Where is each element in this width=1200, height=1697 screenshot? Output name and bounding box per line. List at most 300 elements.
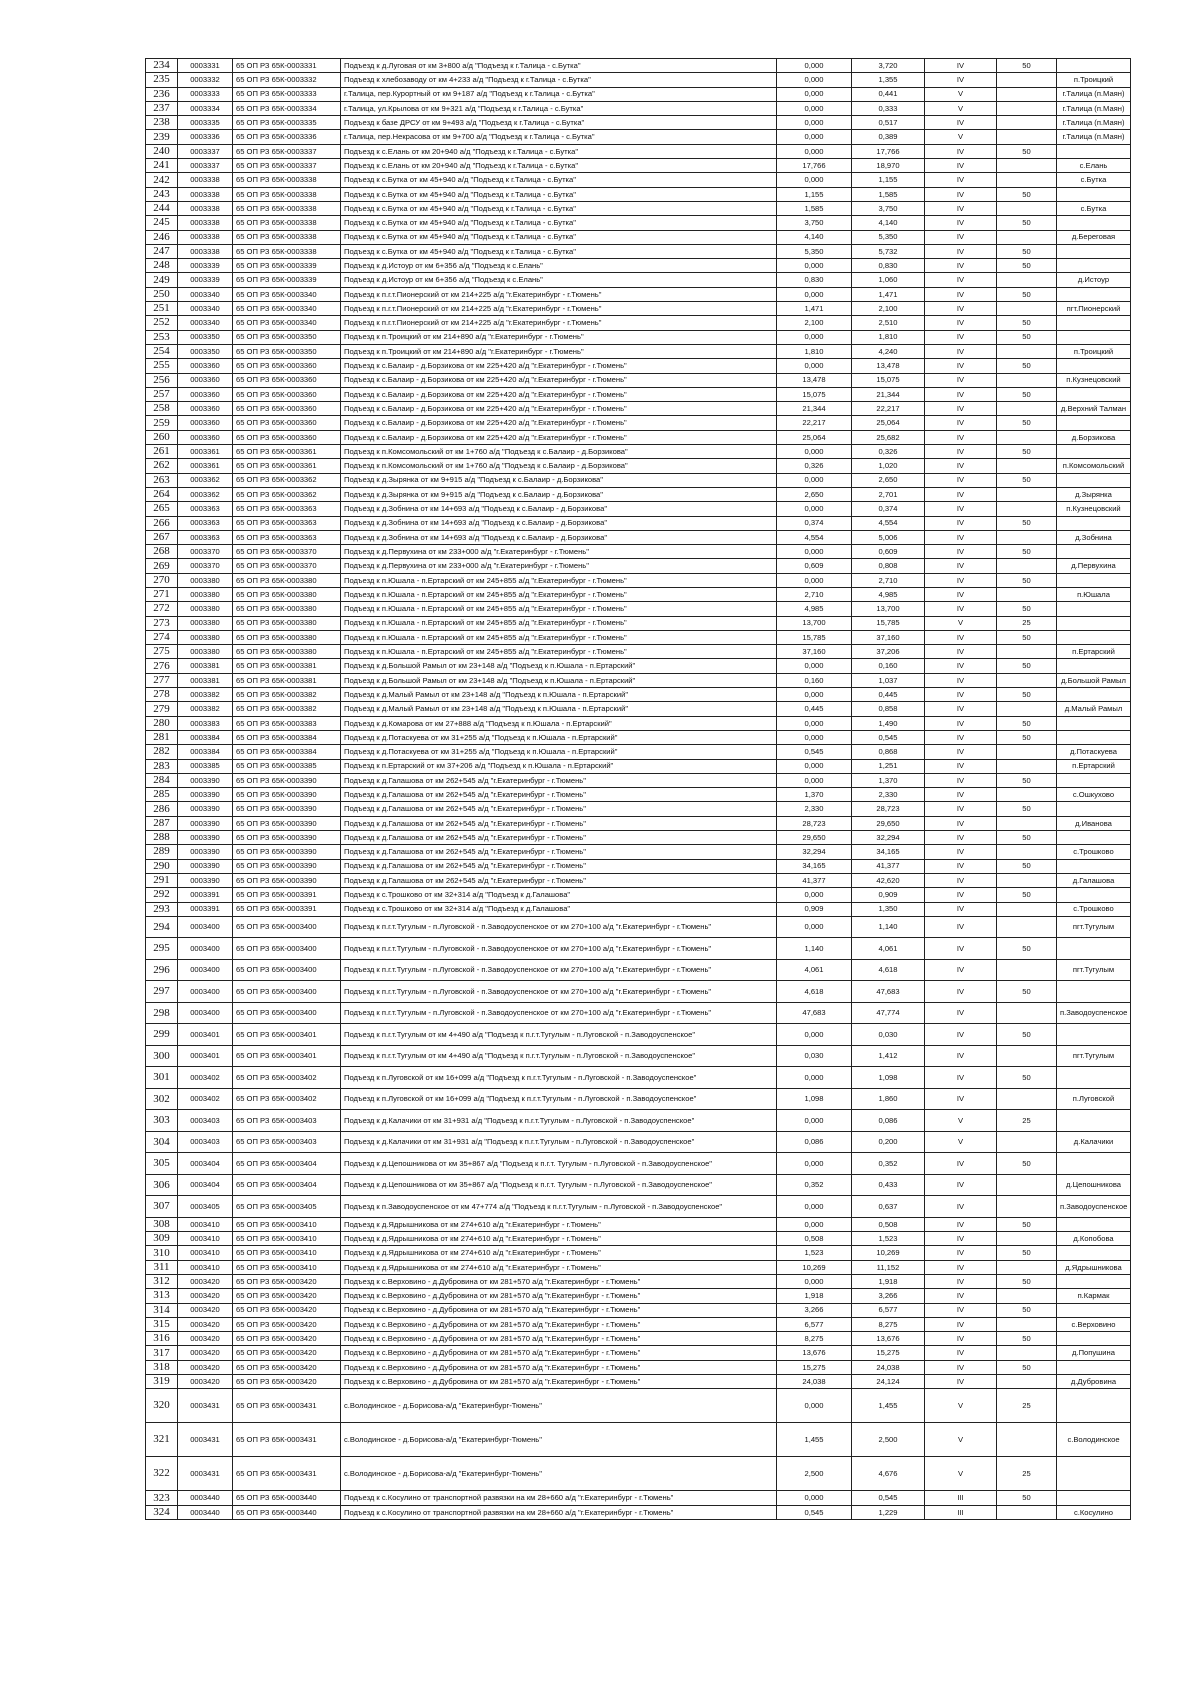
cell-settlement: с.Володинское <box>1057 1423 1131 1457</box>
cell-category: IV <box>925 1346 997 1360</box>
cell-speed-limit <box>997 130 1057 144</box>
cell-settlement: с.Елань <box>1057 159 1131 173</box>
cell-settlement <box>1057 716 1131 730</box>
cell-settlement: п.Комсомольский <box>1057 459 1131 473</box>
cell-road-code: 0003420 <box>178 1346 233 1360</box>
cell-road-name: Подъезд к с.Трошково от км 32+314 а/д "Подъезд к д.Галашова" <box>341 888 777 902</box>
table-row <box>146 788 1131 802</box>
cell-start-km: 0,000 <box>777 73 852 87</box>
cell-category: IV <box>925 173 997 187</box>
table-row <box>146 201 1131 215</box>
cell-category: IV <box>925 487 997 501</box>
cell-road-id: 65 ОП РЗ 65К-0003390 <box>233 845 341 859</box>
cell-road-code: 0003381 <box>178 673 233 687</box>
cell-start-km: 3,750 <box>777 216 852 230</box>
cell-road-name: Подъезд к п.Юшала - п.Ертарский от км 245+855 а/д "г.Екатеринбург - г.Тюмень" <box>341 645 777 659</box>
cell-speed-limit: 50 <box>997 831 1057 845</box>
cell-start-km: 2,330 <box>777 802 852 816</box>
cell-road-code: 0003380 <box>178 630 233 644</box>
cell-row-number: 253 <box>146 330 178 344</box>
cell-road-code: 0003382 <box>178 688 233 702</box>
cell-road-code: 0003340 <box>178 287 233 301</box>
cell-speed-limit: 50 <box>997 1067 1057 1089</box>
cell-category: IV <box>925 1153 997 1175</box>
cell-road-name: Подъезд к д.Цепошникова от км 35+867 а/д "Подъезд к п.г.т. Тугулым - п.Луговской - п.Заводоуспенское" <box>341 1153 777 1175</box>
cell-settlement <box>1057 516 1131 530</box>
cell-road-id: 65 ОП РЗ 65К-0003338 <box>233 230 341 244</box>
cell-speed-limit <box>997 87 1057 101</box>
cell-road-name: Подъезд к с.Верховино - д.Дубровина от км 281+570 а/д "г.Екатеринбург - г.Тюмень" <box>341 1289 777 1303</box>
cell-row-number: 276 <box>146 659 178 673</box>
table-row <box>146 981 1131 1003</box>
cell-road-code: 0003360 <box>178 416 233 430</box>
cell-start-km: 34,165 <box>777 859 852 873</box>
cell-road-name: Подъезд к д.Первухина от км 233+000 а/д "г.Екатеринбург - г.Тюмень" <box>341 545 777 559</box>
table-row <box>146 59 1131 73</box>
cell-settlement <box>1057 1457 1131 1491</box>
cell-start-km: 37,160 <box>777 645 852 659</box>
cell-road-name: Подъезд к д.Галашова от км 262+545 а/д "г.Екатеринбург - г.Тюмень" <box>341 816 777 830</box>
cell-end-km: 0,326 <box>852 445 925 459</box>
cell-road-code: 0003340 <box>178 302 233 316</box>
cell-road-name: с.Володинское - д.Борисова-а/д "Екатеринбург-Тюмень" <box>341 1457 777 1491</box>
cell-settlement: пгт.Тугулым <box>1057 959 1131 981</box>
cell-settlement <box>1057 1110 1131 1132</box>
cell-speed-limit <box>997 1002 1057 1024</box>
cell-road-id: 65 ОП РЗ 65К-0003340 <box>233 287 341 301</box>
cell-row-number: 260 <box>146 430 178 444</box>
cell-category: V <box>925 101 997 115</box>
cell-start-km: 0,609 <box>777 559 852 573</box>
cell-start-km: 0,000 <box>777 888 852 902</box>
cell-road-name: Подъезд к д.Истоур от км 6+356 а/д "Подъезд к с.Елань" <box>341 259 777 273</box>
cell-end-km: 0,609 <box>852 545 925 559</box>
table-row <box>146 230 1131 244</box>
cell-speed-limit: 25 <box>997 1110 1057 1132</box>
cell-end-km: 3,266 <box>852 1289 925 1303</box>
table-row <box>146 459 1131 473</box>
cell-settlement: с.Ошкухово <box>1057 788 1131 802</box>
cell-row-number: 248 <box>146 259 178 273</box>
cell-category: IV <box>925 773 997 787</box>
cell-road-id: 65 ОП РЗ 65К-0003385 <box>233 759 341 773</box>
cell-settlement <box>1057 1024 1131 1046</box>
cell-settlement <box>1057 330 1131 344</box>
cell-road-id: 65 ОП РЗ 65К-0003362 <box>233 473 341 487</box>
cell-speed-limit <box>997 116 1057 130</box>
cell-settlement: п.Кармак <box>1057 1289 1131 1303</box>
cell-row-number: 234 <box>146 59 178 73</box>
cell-road-code: 0003361 <box>178 459 233 473</box>
cell-road-code: 0003390 <box>178 845 233 859</box>
cell-end-km: 1,060 <box>852 273 925 287</box>
cell-end-km: 1,355 <box>852 73 925 87</box>
cell-road-id: 65 ОП РЗ 65К-0003339 <box>233 259 341 273</box>
cell-row-number: 292 <box>146 888 178 902</box>
cell-settlement <box>1057 773 1131 787</box>
cell-start-km: 0,000 <box>777 259 852 273</box>
cell-road-name: Подъезд к с.Бутка от км 45+940 а/д "Подъезд к г.Талица - с.Бутка" <box>341 244 777 258</box>
cell-row-number: 277 <box>146 673 178 687</box>
cell-settlement <box>1057 545 1131 559</box>
table-row <box>146 473 1131 487</box>
cell-settlement: п.Ертарский <box>1057 645 1131 659</box>
table-row <box>146 802 1131 816</box>
cell-road-id: 65 ОП РЗ 65К-0003420 <box>233 1275 341 1289</box>
cell-road-name: Подъезд к п.г.т.Тугулым - п.Луговской - п.Заводоуспенское от км 270+100 а/д "г.Екатеринбург - г.Тюмень" <box>341 981 777 1003</box>
cell-road-code: 0003410 <box>178 1217 233 1231</box>
cell-end-km: 4,240 <box>852 344 925 358</box>
cell-road-code: 0003440 <box>178 1505 233 1519</box>
cell-category: V <box>925 1131 997 1153</box>
table-row <box>146 373 1131 387</box>
cell-speed-limit <box>997 1088 1057 1110</box>
cell-start-km: 0,000 <box>777 716 852 730</box>
cell-road-id: 65 ОП РЗ 65К-0003384 <box>233 730 341 744</box>
cell-start-km: 15,785 <box>777 630 852 644</box>
cell-speed-limit: 50 <box>997 287 1057 301</box>
cell-road-name: Подъезд к с.Верховино - д.Дубровина от км 281+570 а/д "г.Екатеринбург - г.Тюмень" <box>341 1346 777 1360</box>
table-row <box>146 1505 1131 1519</box>
cell-road-name: Подъезд к с.Балаир - д.Борзикова от км 225+420 а/д "г.Екатеринбург - г.Тюмень" <box>341 359 777 373</box>
cell-settlement: п.Троицкий <box>1057 344 1131 358</box>
cell-end-km: 5,350 <box>852 230 925 244</box>
cell-row-number: 296 <box>146 959 178 981</box>
cell-road-code: 0003360 <box>178 387 233 401</box>
cell-road-code: 0003404 <box>178 1174 233 1196</box>
table-row <box>146 173 1131 187</box>
table-row <box>146 1332 1131 1346</box>
cell-settlement: д.Малый Рамыл <box>1057 702 1131 716</box>
table-row <box>146 1131 1131 1153</box>
cell-end-km: 0,374 <box>852 502 925 516</box>
cell-road-name: Подъезд к д.Малый Рамыл от км 23+148 а/д "Подъезд к п.Юшала - п.Ертарский" <box>341 702 777 716</box>
cell-road-code: 0003431 <box>178 1457 233 1491</box>
cell-settlement <box>1057 888 1131 902</box>
cell-road-code: 0003390 <box>178 831 233 845</box>
cell-settlement: г.Талица (п.Маян) <box>1057 116 1131 130</box>
cell-settlement <box>1057 1360 1131 1374</box>
cell-start-km: 0,445 <box>777 702 852 716</box>
cell-road-id: 65 ОП РЗ 65К-0003390 <box>233 802 341 816</box>
cell-road-code: 0003338 <box>178 201 233 215</box>
cell-speed-limit <box>997 959 1057 981</box>
cell-start-km: 32,294 <box>777 845 852 859</box>
table-row <box>146 1232 1131 1246</box>
cell-road-name: Подъезд к п.Ертарский от км 37+206 а/д "Подъезд к п.Юшала - п.Ертарский" <box>341 759 777 773</box>
cell-category: IV <box>925 230 997 244</box>
cell-end-km: 5,732 <box>852 244 925 258</box>
cell-settlement: с.Бутка <box>1057 173 1131 187</box>
cell-end-km: 42,620 <box>852 873 925 887</box>
cell-row-number: 307 <box>146 1196 178 1218</box>
cell-end-km: 25,064 <box>852 416 925 430</box>
cell-end-km: 24,124 <box>852 1375 925 1389</box>
cell-road-name: Подъезд к д.Зырянка от км 9+915 а/д "Подъезд к с.Балаир - д.Борзикова" <box>341 473 777 487</box>
cell-road-code: 0003420 <box>178 1375 233 1389</box>
cell-road-name: Подъезд к п.г.т.Тугулым от км 4+490 а/д "Подъезд к п.г.т.Тугулым - п.Луговской - п.Заводоуспенское" <box>341 1024 777 1046</box>
cell-speed-limit <box>997 530 1057 544</box>
cell-road-id: 65 ОП РЗ 65К-0003404 <box>233 1153 341 1175</box>
table-row <box>146 1217 1131 1231</box>
cell-road-id: 65 ОП РЗ 65К-0003340 <box>233 316 341 330</box>
cell-road-name: Подъезд к д.Большой Рамыл от км 23+148 а/д "Подъезд к п.Юшала - п.Ертарский" <box>341 659 777 673</box>
cell-row-number: 246 <box>146 230 178 244</box>
cell-speed-limit: 50 <box>997 1332 1057 1346</box>
cell-road-name: Подъезд к п.г.т.Тугулым от км 4+490 а/д "Подъезд к п.г.т.Тугулым - п.Луговской - п.Заводоуспенское" <box>341 1045 777 1067</box>
cell-end-km: 41,377 <box>852 859 925 873</box>
cell-end-km: 1,229 <box>852 1505 925 1519</box>
cell-road-id: 65 ОП РЗ 65К-0003431 <box>233 1457 341 1491</box>
cell-road-id: 65 ОП РЗ 65К-0003380 <box>233 645 341 659</box>
cell-row-number: 283 <box>146 759 178 773</box>
cell-road-id: 65 ОП РЗ 65К-0003390 <box>233 788 341 802</box>
cell-row-number: 243 <box>146 187 178 201</box>
cell-row-number: 267 <box>146 530 178 544</box>
cell-road-id: 65 ОП РЗ 65К-0003380 <box>233 616 341 630</box>
cell-road-name: Подъезд к д.Калачики от км 31+931 а/д "Подъезд к п.г.т.Тугулым - п.Луговской - п.Заводоуспенское" <box>341 1131 777 1153</box>
cell-road-name: Подъезд к с.Верховино - д.Дубровина от км 281+570 а/д "г.Екатеринбург - г.Тюмень" <box>341 1317 777 1331</box>
cell-settlement: п.Луговской <box>1057 1088 1131 1110</box>
cell-category: IV <box>925 545 997 559</box>
cell-settlement <box>1057 1275 1131 1289</box>
table-row <box>146 616 1131 630</box>
cell-category: IV <box>925 201 997 215</box>
cell-start-km: 0,000 <box>777 445 852 459</box>
cell-speed-limit: 50 <box>997 316 1057 330</box>
cell-category: IV <box>925 459 997 473</box>
cell-category: IV <box>925 59 997 73</box>
cell-road-code: 0003338 <box>178 244 233 258</box>
cell-road-name: Подъезд к с.Елань от км 20+940 а/д "Подъезд к г.Талица - с.Бутка" <box>341 159 777 173</box>
cell-start-km: 1,370 <box>777 788 852 802</box>
cell-speed-limit <box>997 373 1057 387</box>
cell-speed-limit: 50 <box>997 981 1057 1003</box>
cell-end-km: 2,500 <box>852 1423 925 1457</box>
cell-road-code: 0003363 <box>178 516 233 530</box>
cell-end-km: 47,774 <box>852 1002 925 1024</box>
cell-settlement <box>1057 981 1131 1003</box>
cell-speed-limit: 50 <box>997 1246 1057 1260</box>
table-row <box>146 387 1131 401</box>
cell-row-number: 254 <box>146 344 178 358</box>
cell-road-id: 65 ОП РЗ 65К-0003390 <box>233 873 341 887</box>
cell-speed-limit: 50 <box>997 187 1057 201</box>
cell-speed-limit: 50 <box>997 144 1057 158</box>
cell-road-code: 0003431 <box>178 1389 233 1423</box>
cell-start-km: 0,000 <box>777 1196 852 1218</box>
cell-category: IV <box>925 344 997 358</box>
cell-road-id: 65 ОП РЗ 65К-0003338 <box>233 201 341 215</box>
cell-road-code: 0003410 <box>178 1232 233 1246</box>
table-row <box>146 1088 1131 1110</box>
cell-road-id: 65 ОП РЗ 65К-0003390 <box>233 859 341 873</box>
cell-road-name: Подъезд к д.Ядрышникова от км 274+610 а/д "г.Екатеринбург - г.Тюмень" <box>341 1246 777 1260</box>
table-row <box>146 902 1131 916</box>
cell-road-name: Подъезд к п.Луговской от км 16+099 а/д "Подъезд к п.г.т.Тугулым - п.Луговской - п.Заводоуспенское" <box>341 1088 777 1110</box>
cell-road-name: г.Талица, пер.Курортный от км 9+187 а/д "Подъезд к г.Талица - с.Бутка" <box>341 87 777 101</box>
cell-road-code: 0003380 <box>178 587 233 601</box>
cell-end-km: 5,006 <box>852 530 925 544</box>
cell-speed-limit: 50 <box>997 387 1057 401</box>
cell-start-km: 1,810 <box>777 344 852 358</box>
table-row <box>146 187 1131 201</box>
cell-road-name: Подъезд к с.Косулино от транспортной развязки на км 28+660 а/д "г.Екатеринбург - г.Тюмень" <box>341 1491 777 1505</box>
cell-road-name: Подъезд к с.Бутка от км 45+940 а/д "Подъезд к г.Талица - с.Бутка" <box>341 173 777 187</box>
cell-road-code: 0003420 <box>178 1275 233 1289</box>
cell-row-number: 247 <box>146 244 178 258</box>
cell-speed-limit <box>997 759 1057 773</box>
cell-settlement <box>1057 387 1131 401</box>
cell-end-km: 25,682 <box>852 430 925 444</box>
cell-road-name: Подъезд к д.Ядрышникова от км 274+610 а/д "г.Екатеринбург - г.Тюмень" <box>341 1232 777 1246</box>
cell-road-id: 65 ОП РЗ 65К-0003360 <box>233 416 341 430</box>
cell-road-name: Подъезд к д.Галашова от км 262+545 а/д "г.Екатеринбург - г.Тюмень" <box>341 873 777 887</box>
cell-start-km: 0,000 <box>777 502 852 516</box>
table-row <box>146 416 1131 430</box>
cell-road-id: 65 ОП РЗ 65К-0003390 <box>233 831 341 845</box>
cell-road-id: 65 ОП РЗ 65К-0003360 <box>233 430 341 444</box>
table-row <box>146 1067 1131 1089</box>
cell-start-km: 0,326 <box>777 459 852 473</box>
cell-start-km: 13,478 <box>777 373 852 387</box>
cell-start-km: 47,683 <box>777 1002 852 1024</box>
cell-start-km: 0,000 <box>777 1067 852 1089</box>
cell-settlement <box>1057 831 1131 845</box>
cell-row-number: 320 <box>146 1389 178 1423</box>
cell-row-number: 278 <box>146 688 178 702</box>
cell-road-id: 65 ОП РЗ 65К-0003336 <box>233 130 341 144</box>
cell-row-number: 263 <box>146 473 178 487</box>
cell-start-km: 24,038 <box>777 1375 852 1389</box>
cell-end-km: 4,618 <box>852 959 925 981</box>
table-row <box>146 273 1131 287</box>
cell-category: IV <box>925 287 997 301</box>
cell-road-code: 0003431 <box>178 1423 233 1457</box>
cell-row-number: 240 <box>146 144 178 158</box>
cell-road-code: 0003380 <box>178 573 233 587</box>
cell-road-code: 0003383 <box>178 716 233 730</box>
cell-start-km: 0,000 <box>777 330 852 344</box>
cell-road-id: 65 ОП РЗ 65К-0003400 <box>233 938 341 960</box>
cell-speed-limit <box>997 645 1057 659</box>
cell-road-code: 0003360 <box>178 359 233 373</box>
cell-road-code: 0003360 <box>178 402 233 416</box>
cell-start-km: 0,160 <box>777 673 852 687</box>
cell-road-name: Подъезд к д.Потаскуева от км 31+255 а/д "Подъезд к п.Юшала - п.Ертарский" <box>341 730 777 744</box>
cell-row-number: 284 <box>146 773 178 787</box>
cell-settlement: д.Зобнина <box>1057 530 1131 544</box>
cell-category: IV <box>925 630 997 644</box>
cell-speed-limit: 50 <box>997 730 1057 744</box>
cell-road-code: 0003370 <box>178 559 233 573</box>
cell-road-code: 0003335 <box>178 116 233 130</box>
cell-road-id: 65 ОП РЗ 65К-0003440 <box>233 1505 341 1519</box>
cell-row-number: 317 <box>146 1346 178 1360</box>
table-row <box>146 730 1131 744</box>
cell-road-name: Подъезд к с.Балаир - д.Борзикова от км 225+420 а/д "г.Екатеринбург - г.Тюмень" <box>341 387 777 401</box>
cell-category: IV <box>925 788 997 802</box>
cell-speed-limit <box>997 273 1057 287</box>
cell-road-code: 0003410 <box>178 1260 233 1274</box>
cell-road-name: Подъезд к с.Верховино - д.Дубровина от км 281+570 а/д "г.Екатеринбург - г.Тюмень" <box>341 1332 777 1346</box>
cell-road-id: 65 ОП РЗ 65К-0003340 <box>233 302 341 316</box>
cell-row-number: 289 <box>146 845 178 859</box>
cell-road-code: 0003400 <box>178 959 233 981</box>
cell-road-id: 65 ОП РЗ 65К-0003420 <box>233 1346 341 1360</box>
cell-road-code: 0003350 <box>178 344 233 358</box>
cell-settlement: д.Потаскуева <box>1057 745 1131 759</box>
cell-start-km: 6,577 <box>777 1317 852 1331</box>
cell-end-km: 11,152 <box>852 1260 925 1274</box>
cell-speed-limit: 50 <box>997 1303 1057 1317</box>
cell-category: IV <box>925 430 997 444</box>
cell-row-number: 321 <box>146 1423 178 1457</box>
cell-row-number: 285 <box>146 788 178 802</box>
cell-category: IV <box>925 1246 997 1260</box>
table-row <box>146 1303 1131 1317</box>
cell-end-km: 4,554 <box>852 516 925 530</box>
cell-road-code: 0003333 <box>178 87 233 101</box>
cell-settlement: с.Верховино <box>1057 1317 1131 1331</box>
cell-road-id: 65 ОП РЗ 65К-0003360 <box>233 359 341 373</box>
cell-row-number: 298 <box>146 1002 178 1024</box>
cell-road-id: 65 ОП РЗ 65К-0003400 <box>233 959 341 981</box>
table-row <box>146 873 1131 887</box>
cell-road-name: Подъезд к д.Истоур от км 6+356 а/д "Подъезд к с.Елань" <box>341 273 777 287</box>
cell-road-id: 65 ОП РЗ 65К-0003400 <box>233 981 341 1003</box>
cell-end-km: 24,038 <box>852 1360 925 1374</box>
cell-settlement: п.Заводоуспенское <box>1057 1196 1131 1218</box>
cell-road-code: 0003384 <box>178 745 233 759</box>
table-row <box>146 630 1131 644</box>
cell-settlement: д.Копобова <box>1057 1232 1131 1246</box>
cell-speed-limit <box>997 1317 1057 1331</box>
cell-road-id: 65 ОП РЗ 65К-0003332 <box>233 73 341 87</box>
cell-settlement: д.Галашова <box>1057 873 1131 887</box>
cell-road-id: 65 ОП РЗ 65К-0003401 <box>233 1045 341 1067</box>
cell-row-number: 282 <box>146 745 178 759</box>
cell-speed-limit: 50 <box>997 1024 1057 1046</box>
cell-road-id: 65 ОП РЗ 65К-0003361 <box>233 459 341 473</box>
cell-settlement: с.Трошково <box>1057 902 1131 916</box>
cell-row-number: 293 <box>146 902 178 916</box>
cell-settlement <box>1057 616 1131 630</box>
cell-settlement <box>1057 730 1131 744</box>
table-row <box>146 1260 1131 1274</box>
cell-road-name: Подъезд к п.г.т.Тугулым - п.Луговской - п.Заводоуспенское от км 270+100 а/д "г.Екатеринбург - г.Тюмень" <box>341 1002 777 1024</box>
cell-road-name: Подъезд к д.Зырянка от км 9+915 а/д "Подъезд к с.Балаир - д.Борзикова" <box>341 487 777 501</box>
cell-category: V <box>925 1423 997 1457</box>
cell-settlement <box>1057 659 1131 673</box>
cell-road-name: с.Володинское - д.Борисова-а/д "Екатеринбург-Тюмень" <box>341 1423 777 1457</box>
cell-speed-limit <box>997 788 1057 802</box>
cell-settlement: г.Талица (п.Маян) <box>1057 101 1131 115</box>
cell-start-km: 22,217 <box>777 416 852 430</box>
cell-row-number: 279 <box>146 702 178 716</box>
cell-row-number: 242 <box>146 173 178 187</box>
cell-settlement: пгт.Тугулым <box>1057 1045 1131 1067</box>
table-row <box>146 130 1131 144</box>
cell-speed-limit <box>997 587 1057 601</box>
table-row <box>146 502 1131 516</box>
cell-category: IV <box>925 216 997 230</box>
cell-category: IV <box>925 73 997 87</box>
cell-row-number: 241 <box>146 159 178 173</box>
cell-row-number: 252 <box>146 316 178 330</box>
cell-road-code: 0003401 <box>178 1045 233 1067</box>
cell-settlement <box>1057 216 1131 230</box>
